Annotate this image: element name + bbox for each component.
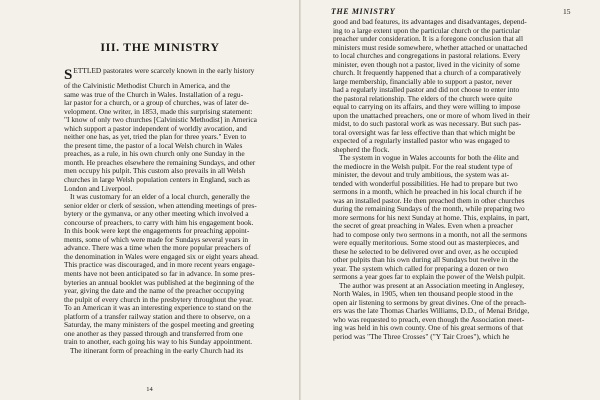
running-head: THE MINISTRY	[331, 7, 396, 16]
text-line: senior elder or clerk of session, when attending meetings of pres-	[64, 201, 257, 210]
text-line: midst, to do such pastoral work as was necessary. But such pas-	[333, 120, 522, 128]
drop-cap: S	[64, 67, 73, 82]
page-number-left: 14	[146, 386, 153, 393]
text-line: upon the unattached preachers, one or more of whom lived in their	[333, 111, 531, 120]
text-line: sermons a year goes far to explain the power of the Welsh pulpit.	[333, 273, 525, 281]
text-line: ing was held in his own county. One of his great sermons of that	[333, 324, 524, 332]
text-line: were equally meritorious. Some stood out as masterpieces, and	[333, 239, 519, 247]
text-line: The itinerant form of preaching in the early Church had its	[70, 346, 244, 355]
text-line: one another as they passed through and transferred from one	[64, 329, 243, 338]
text-line: the mediocre in the Welsh pulpit. For the real student type of	[333, 162, 513, 171]
page-number-right: 15	[563, 7, 571, 16]
text-line: ments, some of which were made for Sundays several years in	[64, 235, 249, 244]
text-line: minister, the devout and truly ambitious, the system was at-	[333, 171, 510, 179]
text-line: had to compose only two sermons in a month, not all the sermons	[333, 230, 527, 239]
right-text-block	[333, 18, 583, 341]
text-line: byteries an annual booklet was published at the beginning of the	[64, 278, 255, 287]
text-line: large membership, financially able to support a pastor, never	[333, 77, 512, 86]
text-line: month. He preaches elsewhere the remaining Sundays, and other	[64, 158, 256, 167]
text-line: which support a pastor independent of worldly avocation, and	[64, 124, 247, 133]
text-line: advance. There was a time when the more popular preachers of	[64, 244, 251, 253]
text-line: more sermons for his next Sunday at home. This, explains, in part,	[333, 213, 530, 222]
left-page	[0, 0, 299, 400]
text-line: neither one has, as yet, tried the plan for three years." Even to	[64, 133, 247, 142]
text-line: the present time, the pastor of a local Welsh church in Wales	[64, 141, 243, 150]
text-line: ers was the late Thomas Charles Williams, D.D., of Menai Bridge,	[333, 307, 530, 315]
text-line: the denomination in Wales were engaged six or eight years ahead.	[64, 252, 259, 261]
text-line: preacher under consideration. It is a foregone conclusion that all	[333, 35, 524, 43]
text-line-content: ETTLED pastorates were scarcely known in the early history	[73, 67, 255, 75]
text-line: The author was present at an Association meeting in Anglesey,	[339, 281, 525, 290]
text-line: expected of a regularly installed pastor who was engaged to	[333, 137, 510, 145]
text-line: who was requested to preach, even though the Association meet-	[333, 315, 525, 324]
text-line: bytery or the gymanva, or any other meeting which involved a	[64, 210, 249, 219]
text-line: equal to carrying on its affairs, and they were willing to impose	[333, 103, 521, 111]
text-line: year. The system which called for preparing a dozen or two	[333, 264, 509, 273]
text-line: lar pastor for a church, or a group of churches, was of later de-	[64, 99, 249, 108]
text-line: concourse of preachers, to carry with him his engagement book.	[64, 218, 254, 227]
text-line: In this book were kept the engagements for preaching appoint-	[64, 227, 250, 236]
text-line: other pulpits than his own during all Sundays but twelve in the	[333, 256, 519, 264]
text-line: was an installed pastor. He then preached them in other churches	[333, 196, 525, 205]
text-line: To an American it was an interesting experience to stand on the	[64, 304, 252, 313]
text-line: toral oversight was far less effective than that which might be	[333, 128, 516, 137]
text-line: of the Calvinistic Methodist Church in America, and the	[64, 82, 231, 90]
text-line: during the remaining Sundays of the month, while preparing two	[333, 205, 525, 213]
text-line: "I know of only two churches [Calvinistic Methodist] in America	[64, 116, 257, 125]
text-line: train to another, each going his way to his Sunday appointment.	[64, 338, 253, 347]
text-line: had a regularly installed pastor and did not choose to enter into	[333, 86, 520, 94]
text-line: platform of a transfer railway station and there to observe, on a	[64, 312, 251, 321]
text-line: minister, even though not a pastor, lived in the vicinity of some	[333, 60, 520, 69]
text-line: It was customary for an elder of a local church, generally the	[70, 193, 250, 202]
right-page	[301, 0, 600, 400]
text-line: good and bad features, its advantages and disadvantages, depend-	[333, 18, 527, 26]
text-line: men occupy his pulpit. This custom also prevails in all Welsh	[64, 167, 246, 176]
text-line: preaches, as a rule, in his own church only one Sunday in the	[64, 150, 245, 159]
text-line: ministers must reside somewhere, whether attached or unattached	[333, 43, 528, 52]
text-line: church. It frequently happened that a church of a comparatively	[333, 69, 521, 77]
text-line: these he selected to be delivered over and over, as he occupied	[333, 247, 518, 256]
text-line: the pastoral relationship. The elders of the church were quite	[333, 94, 513, 103]
text-line: tended with wonderful possibilities. He had to prepare but two	[333, 179, 518, 188]
text-line: the secret of great preaching in Wales. Even when a preacher	[333, 222, 514, 230]
text-line: velopment. One writer, in 1853, made this surprising statement:	[64, 107, 253, 116]
text-line: The system in vogue in Wales accounts for both the élite and	[339, 154, 519, 162]
text-line: ments have not been anticipated so far in advance. In some pres-	[64, 270, 255, 279]
text-line: Saturday, the many ministers of the gospel meeting and greeting	[64, 321, 254, 330]
text-line	[64, 67, 278, 82]
text-line: churches in large Welsh population centers in England, such as	[64, 176, 250, 185]
text-line: to local churches and congregations in pastoral relations. Every	[333, 52, 521, 60]
left-text-block	[64, 67, 278, 356]
text-line: This practice was discouraged, and in more recent years engage-	[64, 261, 255, 270]
text-line: North Wales, in 1905, when ten thousand people stood in the	[333, 290, 513, 298]
text-line: year, giving the date and the name of the preacher occupying	[64, 287, 245, 296]
text-line: ing to a large extent upon the particular church or the particular	[333, 26, 521, 35]
text-line: sermons in a month, which he preached in his local church if he	[333, 188, 522, 196]
text-line: same was true of the Church in Wales. Installation of a regu-	[64, 90, 244, 99]
chapter-title: III. THE MINISTRY	[100, 40, 220, 54]
text-line: the pulpit of every church in the presbytery throughout the year.	[64, 295, 254, 304]
text-line: shepherd the flock.	[333, 145, 390, 154]
text-line: period was "The Three Crosses" ("Y Tair Croes"), which he	[333, 332, 510, 341]
text-line: open air listening to sermons by great divines. One of the preach-	[333, 298, 527, 307]
text-line: London and Liverpool.	[64, 184, 133, 193]
